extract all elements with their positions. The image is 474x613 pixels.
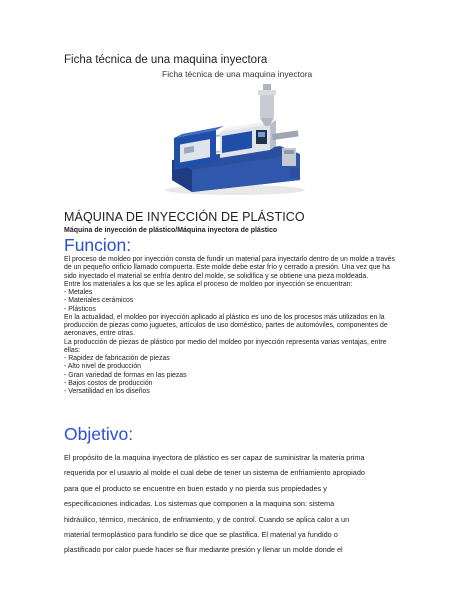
objetivo-line: para que el producto se encuentre en buen estado y no pierda sus propiedades y bbox=[64, 483, 327, 493]
objetivo-line: El propósito de la maquina inyectora de plástico es ser capaz de suministrar la materia prima bbox=[64, 453, 365, 462]
funcion-body bbox=[64, 256, 414, 396]
funcion-line: aeronaves, entre otras. bbox=[64, 330, 135, 338]
funcion-line: Entre los materiales a los que se les aplica el proceso de moldeo por inyección se encuentran: bbox=[64, 280, 353, 288]
section-heading-maquina: MÁQUINA DE INYECCIÓN DE PLÁSTICO bbox=[64, 210, 305, 224]
funcion-list-item: - Materiales cerámicos bbox=[64, 297, 134, 305]
objetivo-line: material termoplástico para fundirlo se dice que se plastifica. El material ya fundido o bbox=[64, 530, 338, 540]
funcion-line: sido inyectado el material se enfría dentro del molde, se solidifica y se obtiene una pieza moldeada. bbox=[64, 272, 369, 280]
objetivo-line: requerida por el usuario al molde el cual debe de tener un sistema de enfriamiento apropiado bbox=[64, 468, 365, 478]
funcion-line: ellas: bbox=[64, 346, 81, 354]
heading-funcion: Funcion: bbox=[64, 235, 132, 255]
funcion-line: La producción de piezas de plástico por medio del moldeo por inyección representa varias ventajas, entre bbox=[64, 338, 387, 346]
funcion-list-item: - Gran variedad de formas en las piezas bbox=[64, 371, 187, 379]
funcion-list-item: - Versatilidad en los diseños bbox=[64, 388, 150, 395]
funcion-line: de un pequeño orificio llamado compuerta. Este molde debe estar frío y cerrado a presión. Una vez que ha bbox=[64, 264, 390, 272]
objetivo-line: especificaciones indicadas. Los sistemas que componen a la maquina son: sistema bbox=[64, 499, 335, 509]
section-subheading: Máquina de inyección de plástico/Máquina inyectora de plástico bbox=[64, 227, 278, 234]
funcion-line: En la actualidad, el moldeo por inyección aplicado al plástico es uno de los procesos más utilizados en la bbox=[64, 313, 385, 321]
funcion-list-item: - Metales bbox=[64, 289, 93, 296]
funcion-list-item: - Bajos costos de producción bbox=[64, 379, 153, 387]
funcion-list-item: - Alto nivel de producción bbox=[64, 363, 141, 371]
objetivo-line: plastificado por calor puede hacer se fluir mediante presión y llenar un molde donde el bbox=[64, 545, 343, 555]
funcion-list-item: - Rapidez de fabricación de piezas bbox=[64, 355, 170, 362]
funcion-line: producción de piezas como juguetes, artículos de uso doméstico, partes de automóviles, componentes de bbox=[64, 322, 388, 329]
objetivo-body bbox=[64, 450, 414, 558]
heading-objetivo: Objetivo: bbox=[64, 424, 134, 444]
document-title: Ficha técnica de una maquina inyectora bbox=[64, 54, 268, 66]
document-subtitle: Ficha técnica de una maquina inyectora bbox=[162, 69, 313, 79]
objetivo-line: hidráulico, térmico, mecánico, de enfriamiento, y de control. Cuando se aplica calor a un bbox=[64, 514, 350, 524]
funcion-list-item: - Plásticos bbox=[64, 305, 96, 313]
funcion-line: El proceso de moldeo por inyección consta de fundir un material para inyectarlo dentro de un molde a través bbox=[64, 256, 395, 263]
injection-molding-machine-image bbox=[160, 80, 310, 198]
